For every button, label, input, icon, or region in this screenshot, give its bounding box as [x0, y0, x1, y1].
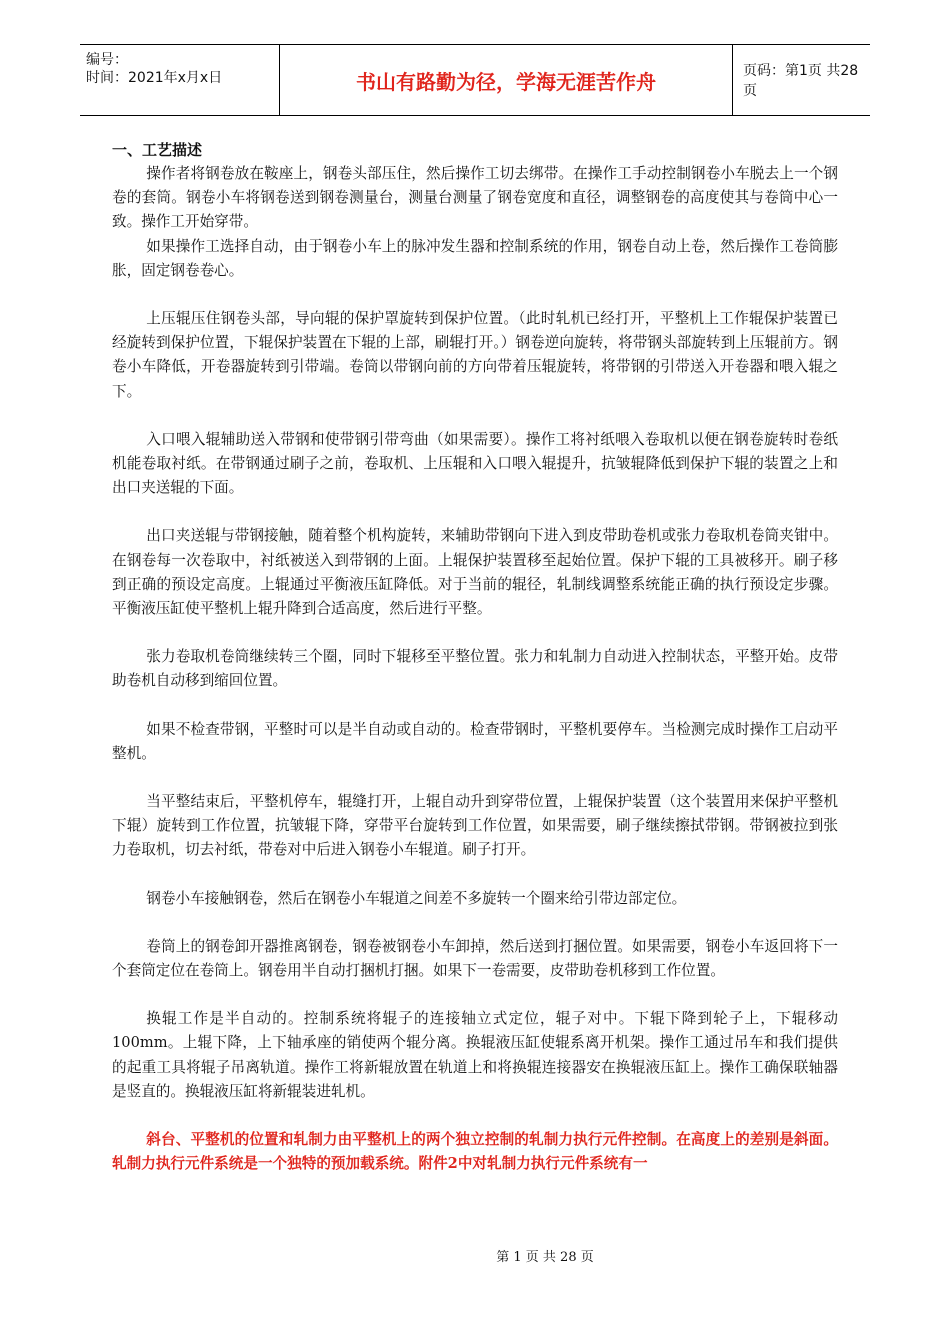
- number-label: 编号：: [86, 52, 128, 68]
- paragraph: 如果不检查带钢，平整时可以是半自动或自动的。检查带钢时，平整机要停车。当检测完成时操作工启动平整机。: [112, 720, 838, 762]
- header-page-info: 页码：第1页 共28页: [743, 63, 859, 99]
- paragraph: 上压辊压住钢卷头部，导向辊的保护罩旋转到保护位置。（此时轧机已经打开，平整机上工作辊保护装置已经旋转到保护位置，下辊保护装置在下辊的上部，刷辊打开。）钢卷逆向旋转，将带钢头部旋转到上压辊前方。钢卷小车降低，开卷器旋转到引带端。卷筒以带钢向前的方向带着压辊旋转，将带钢的引带送入开卷器和喂入辊之下。: [112, 310, 838, 400]
- paragraph: 出口夹送辊与带钢接触，随着整个机构旋转，来辅助带钢向下进入到皮带助卷机或张力卷取机卷筒夹钳中。在钢卷每一次卷取中，衬纸被送入到带钢的上面。上辊保护装置移至起始位置。保护下辊的工具被移开。刷子移到正确的预设定高度。上辊通过平衡液压缸降低。对于当前的辊径，轧制线调整系统能正确的执行预设定步骤。平衡液压缸使平整机上辊升降到合适高度，然后进行平整。: [112, 527, 838, 618]
- paragraph: 入口喂入辊辅助送入带钢和使带钢引带弯曲（如果需要）。操作工将衬纸喂入卷取机以便在钢卷旋转时卷纸机能卷取衬纸。在带钢通过刷子之前，卷取机、上压辊和入口喂入辊提升，抗皱辊降低到保护下辊的装置之上和出口夹送辊的下面。: [112, 430, 838, 497]
- paragraph: 换辊工作是半自动的。控制系统将辊子的连接轴立式定位，辊子对中。下辊下降到轮子上，下辊移动100mm。上辊下降，上下轴承座的销使两个辊分离。换辊液压缸使辊系离开机架。操作工通过吊车和我们提供的起重工具将辊子吊离轨道。操作工将新辊放置在轨道上和将换辊连接器安在换辊液压缸上。操作工确保联轴器是竖直的。换辊液压缸将新辊装进轧机。: [112, 1010, 838, 1100]
- paragraph: 钢卷小车接触钢卷，然后在钢卷小车辊道之间差不多旋转一个圈来给引带边部定位。: [146, 889, 687, 907]
- paragraph: 卷筒上的钢卷卸开器推离钢卷，钢卷被钢卷小车卸掉，然后送到打捆位置。如果需要，钢卷小车返回将下一个套筒定位在卷筒上。钢卷用半自动打捆机打捆。如果下一卷需要，皮带助卷机移到工作位置。: [112, 937, 838, 980]
- time-label: 时间：2021年x月x日: [86, 70, 223, 86]
- header-motto: 书山有路勤为径，学海无涯苦作舟: [280, 45, 733, 115]
- document-body: [112, 138, 838, 1177]
- paragraph: 张力卷取机卷筒继续转三个圈，同时下辊移至平整位置。张力和轧制力自动进入控制状态，平整开始。皮带助卷机自动移到缩回位置。: [112, 648, 838, 690]
- section-title: 一、工艺描述: [112, 141, 203, 159]
- emphasis-paragraph: 斜台、平整机的位置和轧制力由平整机上的两个独立控制的轧制力执行元件控制。在高度上的差别是斜面。轧制力执行元件系统是一个独特的预加载系统。附件2中对轧制力执行元件系统有一: [112, 1131, 838, 1173]
- page-footer: 第 1 页 共 28 页: [496, 1250, 594, 1265]
- paragraph: 当平整结束后，平整机停车，辊缝打开，上辊自动升到穿带位置，上辊保护装置（这个装置用来保护平整机下辊）旋转到工作位置，抗皱辊下降，穿带平台旋转到工作位置，如果需要，刷子继续擦拭带钢。带钢被拉到张力卷取机，切去衬纸，带卷对中后进入钢卷小车辊道。刷子打开。: [112, 793, 838, 859]
- paragraph: 操作者将钢卷放在鞍座上，钢卷头部压住，然后操作工切去绑带。在操作工手动控制钢卷小车脱去上一个钢卷的套筒。钢卷小车将钢卷送到钢卷测量台，测量台测量了钢卷宽度和直径，调整钢卷的高度使其与卷筒中心一致。操作工开始穿带。: [112, 165, 838, 231]
- header-meta: [80, 45, 280, 115]
- paragraph: 如果操作工选择自动，由于钢卷小车上的脉冲发生器和控制系统的作用，钢卷自动上卷，然后操作工卷筒膨胀，固定钢卷卷心。: [112, 237, 838, 279]
- page-header: [80, 44, 870, 116]
